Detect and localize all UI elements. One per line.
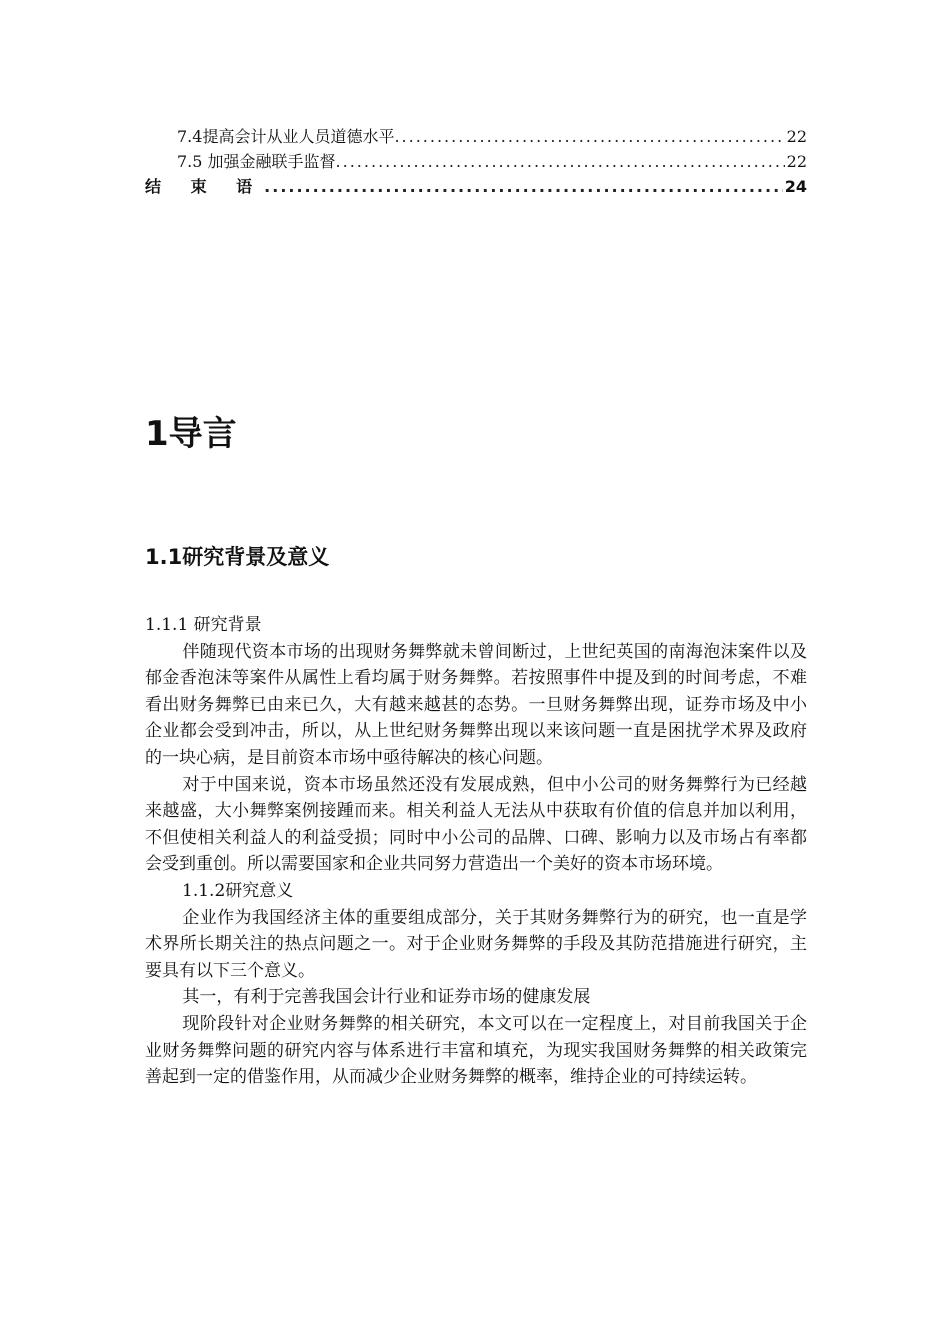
toc-entry[interactable] [145, 149, 807, 175]
toc-entry-label: 7.4提高会计从业人员道德水平 [177, 127, 395, 146]
section-title: 1.1研究背景及意义 [145, 545, 330, 569]
toc-entry-page: 24 [784, 177, 807, 196]
toc-entry-page: 22 [786, 152, 807, 171]
toc-leader-dots [336, 149, 785, 175]
subsection-heading: 1.1.1 研究背景 [145, 615, 262, 635]
toc-entry-page: 22 [786, 127, 807, 146]
toc-entry[interactable] [145, 174, 807, 200]
toc-entry[interactable] [145, 124, 807, 150]
subsection-heading: 1.1.2研究意义 [182, 880, 294, 901]
toc-leader-dots [394, 124, 784, 150]
paragraph: 现阶段针对企业财务舞弊的相关研究，本文可以在一定程度上，对目前我国关于企业财务舞弊问题的研究内容与体系进行丰富和填充，为现实我国财务舞弊的相关政策完善起到一定的借鉴作用，从而减少企业财务舞弊的概率，维持企业的可持续运转。 [145, 1013, 807, 1088]
chapter-title: 1导言 [145, 414, 237, 454]
paragraph: 伴随现代资本市场的出现财务舞弊就未曾间断过，上世纪英国的南海泡沫案件以及郁金香泡沫等案件从属性上看均属于财务舞弊。若按照事件中提及到的时间考虑，不难看出财务舞弊已由来已久，大有越来越甚的态势。一旦财务舞弊出现，证券市场及中小企业都会受到冲击，所以，从上世纪财务舞弊出现以来该问题一直是困扰学术界及政府的一块心病，是目前资本市场中亟待解决的核心问题。 [145, 641, 807, 768]
paragraph: 对于中国来说，资本市场虽然还没有发展成熟，但中小公司的财务舞弊行为已经越来越盛，大小舞弊案例接踵而来。相关利益人无法从中获取有价值的信息并加以利用，不但使相关利益人的利益受损；同时中小公司的品牌、口碑、影响力以及市场占有率都会受到重创。所以需要国家和企业共同努力营造出一个美好的资本市场环境。 [145, 774, 807, 875]
paragraph: 其一，有利于完善我国会计行业和证券市场的健康发展 [182, 987, 591, 1008]
toc-leader-dots [264, 174, 783, 200]
paragraph: 企业作为我国经济主体的重要组成部分，关于其财务舞弊行为的研究，也一直是学术界所长期关注的热点问题之一。对于企业财务舞弊的手段及其防范措施进行研究，主要具有以下三个意义。 [145, 907, 807, 981]
toc-entry-label: 结 束 语 [145, 177, 265, 196]
toc-entry-label: 7.5 加强金融联手监督 [177, 152, 336, 171]
body-text [145, 612, 807, 1091]
